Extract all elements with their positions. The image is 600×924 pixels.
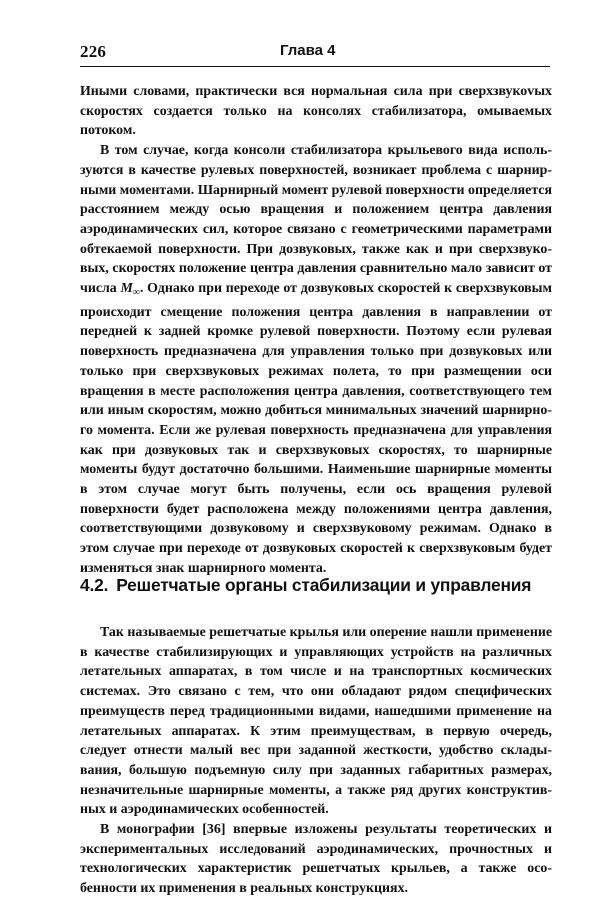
paragraph: Так называемые решетчатые крылья или оперение нашли применение в качестве стабилизирующих и управляющих устройств на различных летательных аппаратах, в том числе и на транспортных космических системах. Это связано с тем, что они обладают рядом специфических преимуществ перед традиционными видами, нашедшими применение на летательных аппаратах. К этим преимуществам, в первую очередь, следует отнести малый вес при заданной жесткости, удобство складывания, большую подъемную силу при заданных габаритных размерах, незначительные шарнирные моменты, а также ряд других конструктивных и аэродинамических особенностей. (80, 625, 552, 818)
running-head (80, 42, 550, 64)
paragraph: В монографии [36] впервые изложены результаты теоретических и экспериментальных исследований аэродинамических, прочностных и технологических характеристик решетчатых крыльев, а также особенности их применения в реальных конструкциях. (80, 822, 552, 897)
section-body-text (80, 623, 552, 899)
chapter-title: Глава 4 (280, 42, 336, 59)
mach-subscript: ∞ (132, 287, 140, 299)
paragraph (80, 141, 552, 578)
page-number: 226 (80, 42, 107, 61)
paragraph: Иными словами, практически вся нормальная сила при сверхзвукоvых скоростях создается только на консолях стабилизатора, омываемых потоком. (80, 84, 552, 139)
section-heading (80, 575, 552, 596)
paragraph-text: В том случае, когда консоли стабилизатора крыльевого вида используются в качестве рулевых поверхностей, возникает проблема с шарнирными моментами. Шарнирный момент рулевой поверхности определяется расстоянием между осью вращения и положением центра давления аэродинамических сил, которое связано с геометрическими параметрами обтекаемой поверхности. При дозвуковых, также как и при сверхзвуковых, скоростях положение центра давления сравнительно мало зависит от числа (80, 143, 552, 297)
body-text (80, 82, 552, 579)
section-title: Решетчатые органы стабилизации и управления (116, 575, 532, 595)
section-number: 4.2. (80, 575, 109, 595)
mach-symbol: M (120, 281, 133, 297)
paragraph-text: . Однако при переходе от дозвуковых скоростей к сверхзвуковым происходит смещение положения центра давления в направлении от передней к задней кромке рулевой поверхности. Поэтому если рулевая поверхность предназначена для управления только при дозвуковых или только при сверхзвуковых режимах полета, то при размещении оси вращения в месте расположения центра давления, соответствующего тем или иным скоростям, можно добиться минимальных значений шарнирного момента. Если же рулевая поверхность предназначена для управления как при дозвуковых так и сверхзвуковых скоростях, то шарнирные моменты будут достаточно большими. Наименьшие шарнирные моменты в этом случае могут быть получены, если ось вращения рулевой поверхности будет расположена между положениями центра давления, соответствующими дозвуковому и сверхзвуковому режимам. Однако в этом случае при переходе от дозвуковых скоростей к сверхзвуковым будет изменяться знак шарнирного момента. (80, 281, 552, 576)
header-rule (80, 66, 550, 67)
